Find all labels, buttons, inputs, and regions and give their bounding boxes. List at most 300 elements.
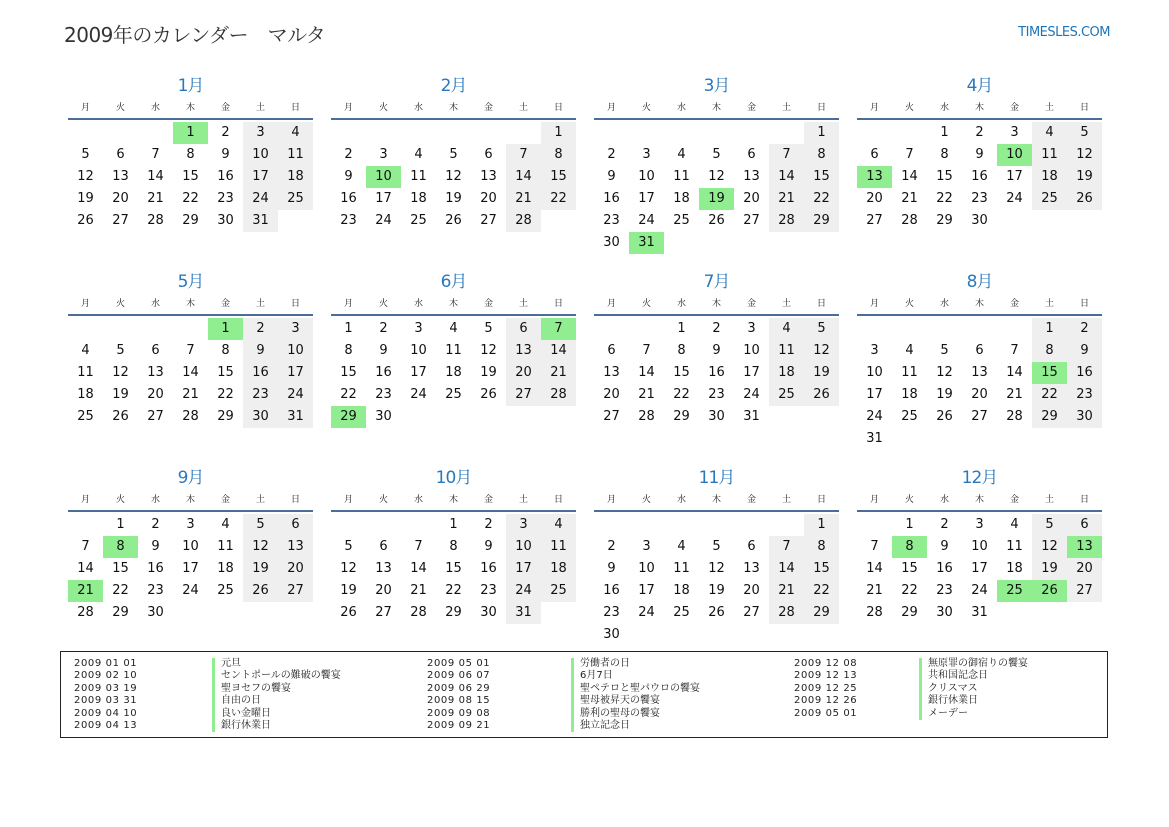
days-grid <box>857 120 1102 232</box>
day-cell: 5 <box>1032 514 1067 536</box>
holiday-name: 元旦 <box>212 658 341 670</box>
day-cell: 30 <box>603 235 620 250</box>
day-cell: 29 <box>804 602 839 624</box>
day-cell: 7 <box>81 539 90 554</box>
empty-cell <box>103 122 138 144</box>
day-cell: 21 <box>410 583 427 598</box>
day-cell: 15 <box>804 558 839 580</box>
day-cell: 25 <box>278 188 313 210</box>
day-cell: 30 <box>147 605 164 620</box>
day-cell: 4 <box>278 122 313 144</box>
day-cell: 14 <box>541 340 576 362</box>
day-cell: 20 <box>866 191 883 206</box>
weekday-label: 月 <box>343 495 353 505</box>
weekday-label: 日 <box>1079 495 1089 505</box>
month-title: 4月 <box>966 76 993 96</box>
day-cell: 17 <box>638 583 655 598</box>
day-cell: 10 <box>410 343 427 358</box>
day-cell: 24 <box>375 213 392 228</box>
holiday-day-cell: 7 <box>541 318 576 340</box>
weekday-label: 火 <box>641 299 651 309</box>
day-cell: 18 <box>901 387 918 402</box>
day-cell: 6 <box>116 147 125 162</box>
day-cell: 3 <box>747 321 756 336</box>
day-cell: 25 <box>217 583 234 598</box>
page-title: 2009年のカレンダー マルタ <box>64 23 326 47</box>
month-title: 9月 <box>177 468 204 488</box>
day-cell: 6 <box>870 147 879 162</box>
day-cell: 24 <box>278 384 313 406</box>
day-cell: 24 <box>866 409 883 424</box>
day-cell: 18 <box>673 583 690 598</box>
weekday-label: 火 <box>378 495 388 505</box>
day-cell: 26 <box>77 213 94 228</box>
day-cell: 27 <box>743 213 760 228</box>
day-cell: 1 <box>116 517 125 532</box>
day-cell: 23 <box>480 583 497 598</box>
holiday-date: 2009 02 10 <box>74 670 138 682</box>
weekday-label: 木 <box>185 299 195 309</box>
day-cell: 29 <box>1032 406 1067 428</box>
holiday-date-column <box>74 658 137 732</box>
day-cell: 7 <box>1010 343 1019 358</box>
day-cell: 19 <box>340 583 357 598</box>
day-cell: 10 <box>278 340 313 362</box>
day-cell: 16 <box>147 561 164 576</box>
day-cell: 14 <box>769 166 804 188</box>
day-cell: 8 <box>677 343 686 358</box>
day-cell: 3 <box>642 539 651 554</box>
day-cell: 16 <box>1067 362 1102 384</box>
day-cell: 7 <box>769 536 804 558</box>
day-cell: 11 <box>1006 539 1023 554</box>
day-cell: 12 <box>340 561 357 576</box>
day-cell: 2 <box>607 147 616 162</box>
empty-cell <box>892 318 927 340</box>
day-cell: 29 <box>217 409 234 424</box>
holiday-date: 2009 12 26 <box>794 695 858 707</box>
holiday-date: 2009 06 29 <box>427 682 491 694</box>
day-cell: 28 <box>769 602 804 624</box>
holiday-name: 良い金曜日 <box>212 708 341 720</box>
weekday-label: 水 <box>939 495 949 505</box>
empty-cell <box>594 318 629 340</box>
day-cell: 22 <box>217 387 234 402</box>
day-cell: 12 <box>445 169 462 184</box>
day-cell: 24 <box>182 583 199 598</box>
day-cell: 16 <box>603 583 620 598</box>
holiday-name: 独立記念日 <box>571 720 700 732</box>
holiday-day-cell: 13 <box>857 166 892 188</box>
day-cell: 19 <box>77 191 94 206</box>
month-block <box>68 466 313 662</box>
day-cell: 5 <box>116 343 125 358</box>
empty-cell <box>629 514 664 536</box>
empty-cell <box>436 122 471 144</box>
day-cell: 17 <box>1006 169 1023 184</box>
empty-cell <box>769 122 804 144</box>
weekday-label: 水 <box>150 103 160 113</box>
empty-cell <box>173 318 208 340</box>
day-cell: 13 <box>971 365 988 380</box>
month-block <box>857 466 1102 662</box>
holiday-date: 2009 06 07 <box>427 670 491 682</box>
empty-cell <box>629 122 664 144</box>
day-cell: 7 <box>414 539 423 554</box>
day-cell: 11 <box>541 536 576 558</box>
day-cell: 17 <box>182 561 199 576</box>
empty-cell <box>594 514 629 536</box>
weekday-label: 月 <box>343 103 353 113</box>
day-cell: 2 <box>607 539 616 554</box>
weekday-header <box>594 98 839 120</box>
day-cell: 5 <box>81 147 90 162</box>
day-cell: 30 <box>480 605 497 620</box>
day-cell: 30 <box>217 213 234 228</box>
day-cell: 24 <box>638 605 655 620</box>
weekday-header <box>857 294 1102 316</box>
day-cell: 25 <box>541 580 576 602</box>
day-cell: 22 <box>182 191 199 206</box>
day-cell: 13 <box>480 169 497 184</box>
day-cell: 17 <box>743 365 760 380</box>
day-cell: 22 <box>673 387 690 402</box>
day-cell: 24 <box>506 580 541 602</box>
day-cell: 28 <box>638 409 655 424</box>
day-cell: 1 <box>905 517 914 532</box>
day-cell: 6 <box>506 318 541 340</box>
day-cell: 1 <box>344 321 353 336</box>
day-cell: 4 <box>769 318 804 340</box>
day-cell: 30 <box>708 409 725 424</box>
day-cell: 1 <box>940 125 949 140</box>
day-cell: 22 <box>804 580 839 602</box>
day-cell: 23 <box>217 191 234 206</box>
day-cell: 24 <box>243 188 278 210</box>
weekday-label: 火 <box>115 495 125 505</box>
day-cell: 3 <box>186 517 195 532</box>
holiday-name: 6月7日 <box>571 670 700 682</box>
day-cell: 6 <box>747 147 756 162</box>
day-cell: 31 <box>243 210 278 232</box>
day-cell: 26 <box>804 384 839 406</box>
days-grid <box>331 512 576 624</box>
day-cell: 10 <box>638 169 655 184</box>
holiday-day-cell: 15 <box>1032 362 1067 384</box>
month-block <box>68 74 313 270</box>
holiday-date-column <box>794 658 857 720</box>
day-cell: 9 <box>379 343 388 358</box>
weekday-label: 水 <box>939 299 949 309</box>
day-cell: 19 <box>480 365 497 380</box>
day-cell: 24 <box>410 387 427 402</box>
day-cell: 9 <box>344 169 353 184</box>
day-cell: 19 <box>112 387 129 402</box>
day-cell: 25 <box>1032 188 1067 210</box>
day-cell: 2 <box>344 147 353 162</box>
holiday-day-cell: 1 <box>173 122 208 144</box>
holiday-date: 2009 05 01 <box>427 658 491 669</box>
days-grid <box>68 120 313 232</box>
empty-cell <box>892 122 927 144</box>
day-cell: 22 <box>936 191 953 206</box>
day-cell: 27 <box>971 409 988 424</box>
day-cell: 22 <box>1032 384 1067 406</box>
day-cell: 2 <box>484 517 493 532</box>
day-cell: 13 <box>506 340 541 362</box>
weekday-label: 水 <box>413 103 423 113</box>
weekday-label: 木 <box>711 495 721 505</box>
day-cell: 7 <box>870 539 879 554</box>
holiday-date: 2009 09 08 <box>427 707 491 719</box>
weekday-label: 火 <box>904 103 914 113</box>
day-cell: 12 <box>243 536 278 558</box>
month-block <box>331 74 576 270</box>
day-cell: 2 <box>243 318 278 340</box>
empty-cell <box>769 514 804 536</box>
weekday-label: 木 <box>711 103 721 113</box>
weekday-label: 金 <box>483 299 493 309</box>
day-cell: 8 <box>804 536 839 558</box>
holiday-day-cell: 25 <box>997 580 1032 602</box>
day-cell: 8 <box>940 147 949 162</box>
month-title: 8月 <box>966 272 993 292</box>
day-cell: 20 <box>480 191 497 206</box>
day-cell: 27 <box>506 384 541 406</box>
day-cell: 14 <box>410 561 427 576</box>
day-cell: 6 <box>747 539 756 554</box>
day-cell: 21 <box>182 387 199 402</box>
empty-cell <box>68 318 103 340</box>
month-block <box>857 74 1102 270</box>
weekday-label: 月 <box>80 299 90 309</box>
holiday-date: 2009 08 15 <box>427 695 491 707</box>
day-cell: 29 <box>901 605 918 620</box>
holiday-day-cell: 26 <box>1032 580 1067 602</box>
day-cell: 27 <box>278 580 313 602</box>
weekday-label: 木 <box>974 299 984 309</box>
weekday-label: 日 <box>553 495 563 505</box>
weekday-label: 木 <box>711 299 721 309</box>
day-cell: 14 <box>182 365 199 380</box>
day-cell: 20 <box>147 387 164 402</box>
month-title: 7月 <box>703 272 730 292</box>
day-cell: 22 <box>804 188 839 210</box>
weekday-label: 水 <box>150 495 160 505</box>
holiday-name: 自由の日 <box>212 695 341 707</box>
day-cell: 5 <box>804 318 839 340</box>
day-cell: 29 <box>804 210 839 232</box>
holiday-day-cell: 8 <box>103 536 138 558</box>
weekday-label: 木 <box>974 495 984 505</box>
weekday-label: 月 <box>606 103 616 113</box>
holiday-date: 2009 03 19 <box>74 682 138 694</box>
day-cell: 25 <box>769 384 804 406</box>
weekday-header <box>594 294 839 316</box>
month-title: 6月 <box>440 272 467 292</box>
day-cell: 16 <box>708 365 725 380</box>
holiday-date: 2009 03 31 <box>74 695 138 707</box>
day-cell: 9 <box>607 561 616 576</box>
day-cell: 15 <box>217 365 234 380</box>
weekday-header <box>594 490 839 512</box>
day-cell: 4 <box>1010 517 1019 532</box>
day-cell: 27 <box>603 409 620 424</box>
day-cell: 15 <box>541 166 576 188</box>
day-cell: 17 <box>971 561 988 576</box>
day-cell: 23 <box>375 387 392 402</box>
holiday-date: 2009 05 01 <box>794 707 858 719</box>
day-cell: 16 <box>971 169 988 184</box>
days-grid <box>68 512 313 624</box>
day-cell: 25 <box>445 387 462 402</box>
weekday-label: 木 <box>185 495 195 505</box>
days-grid <box>331 120 576 232</box>
day-cell: 7 <box>506 144 541 166</box>
holiday-name: 銀行休業日 <box>919 695 1028 707</box>
month-block <box>331 270 576 466</box>
day-cell: 27 <box>375 605 392 620</box>
day-cell: 1 <box>804 122 839 144</box>
weekday-label: 金 <box>483 495 493 505</box>
weekday-label: 木 <box>448 103 458 113</box>
day-cell: 29 <box>182 213 199 228</box>
day-cell: 6 <box>484 147 493 162</box>
day-cell: 23 <box>971 191 988 206</box>
day-cell: 26 <box>480 387 497 402</box>
day-cell: 7 <box>905 147 914 162</box>
day-cell: 26 <box>340 605 357 620</box>
days-grid <box>594 512 839 646</box>
day-cell: 11 <box>278 144 313 166</box>
day-cell: 14 <box>901 169 918 184</box>
month-title: 3月 <box>703 76 730 96</box>
days-grid <box>857 316 1102 450</box>
day-cell: 21 <box>901 191 918 206</box>
site-link[interactable]: TIMESLES.COM <box>1018 25 1110 40</box>
day-cell: 13 <box>147 365 164 380</box>
weekday-label: 月 <box>80 103 90 113</box>
day-cell: 17 <box>410 365 427 380</box>
day-cell: 22 <box>541 188 576 210</box>
calendar-grid <box>68 74 1102 662</box>
weekday-label: 月 <box>80 495 90 505</box>
day-cell: 29 <box>936 213 953 228</box>
day-cell: 16 <box>217 169 234 184</box>
empty-cell <box>997 318 1032 340</box>
day-cell: 30 <box>1067 406 1102 428</box>
day-cell: 19 <box>1032 558 1067 580</box>
day-cell: 25 <box>410 213 427 228</box>
weekday-label: 月 <box>869 103 879 113</box>
day-cell: 31 <box>278 406 313 428</box>
holiday-name: 聖ペテロと聖パウロの饗宴 <box>571 683 700 695</box>
day-cell: 16 <box>243 362 278 384</box>
day-cell: 11 <box>901 365 918 380</box>
weekday-header <box>857 98 1102 120</box>
empty-cell <box>68 514 103 536</box>
day-cell: 18 <box>769 362 804 384</box>
day-cell: 8 <box>541 144 576 166</box>
day-cell: 15 <box>445 561 462 576</box>
day-cell: 14 <box>638 365 655 380</box>
empty-cell <box>629 318 664 340</box>
day-cell: 4 <box>541 514 576 536</box>
empty-cell <box>366 514 401 536</box>
holiday-name: メーデー <box>919 708 1028 720</box>
day-cell: 22 <box>901 583 918 598</box>
day-cell: 3 <box>642 147 651 162</box>
holiday-date: 2009 04 10 <box>74 707 138 719</box>
day-cell: 13 <box>278 536 313 558</box>
day-cell: 11 <box>673 169 690 184</box>
weekday-label: 火 <box>378 103 388 113</box>
day-cell: 1 <box>804 514 839 536</box>
holiday-date: 2009 12 13 <box>794 670 858 682</box>
day-cell: 4 <box>414 147 423 162</box>
holiday-day-cell: 10 <box>997 144 1032 166</box>
holiday-date: 2009 12 08 <box>794 658 858 669</box>
empty-cell <box>401 514 436 536</box>
weekday-label: 土 <box>255 495 265 505</box>
empty-cell <box>594 122 629 144</box>
day-cell: 29 <box>112 605 129 620</box>
day-cell: 21 <box>506 188 541 210</box>
day-cell: 24 <box>743 387 760 402</box>
holiday-day-cell: 29 <box>331 406 366 428</box>
day-cell: 9 <box>712 343 721 358</box>
day-cell: 10 <box>506 536 541 558</box>
holiday-name: 聖母被昇天の饗宴 <box>571 695 700 707</box>
day-cell: 5 <box>712 539 721 554</box>
holiday-day-cell: 21 <box>68 580 103 602</box>
empty-cell <box>331 514 366 536</box>
day-cell: 29 <box>673 409 690 424</box>
day-cell: 26 <box>243 580 278 602</box>
empty-cell <box>138 122 173 144</box>
day-cell: 19 <box>1067 166 1102 188</box>
weekday-label: 日 <box>553 103 563 113</box>
day-cell: 26 <box>445 213 462 228</box>
day-cell: 12 <box>1032 536 1067 558</box>
holiday-name: 労働者の日 <box>571 658 700 670</box>
day-cell: 10 <box>243 144 278 166</box>
day-cell: 3 <box>243 122 278 144</box>
empty-cell <box>68 122 103 144</box>
day-cell: 30 <box>375 409 392 424</box>
day-cell: 9 <box>243 340 278 362</box>
day-cell: 30 <box>603 627 620 642</box>
day-cell: 14 <box>147 169 164 184</box>
weekday-label: 日 <box>290 103 300 113</box>
weekday-label: 月 <box>869 299 879 309</box>
weekday-label: 火 <box>641 495 651 505</box>
month-title: 2月 <box>440 76 467 96</box>
day-cell: 12 <box>480 343 497 358</box>
weekday-label: 火 <box>115 299 125 309</box>
day-cell: 10 <box>743 343 760 358</box>
day-cell: 14 <box>1006 365 1023 380</box>
day-cell: 21 <box>1006 387 1023 402</box>
day-cell: 10 <box>866 365 883 380</box>
day-cell: 18 <box>77 387 94 402</box>
day-cell: 13 <box>603 365 620 380</box>
day-cell: 11 <box>769 340 804 362</box>
empty-cell <box>664 122 699 144</box>
day-cell: 23 <box>1067 384 1102 406</box>
weekday-label: 火 <box>641 103 651 113</box>
holiday-name-column <box>571 658 700 732</box>
